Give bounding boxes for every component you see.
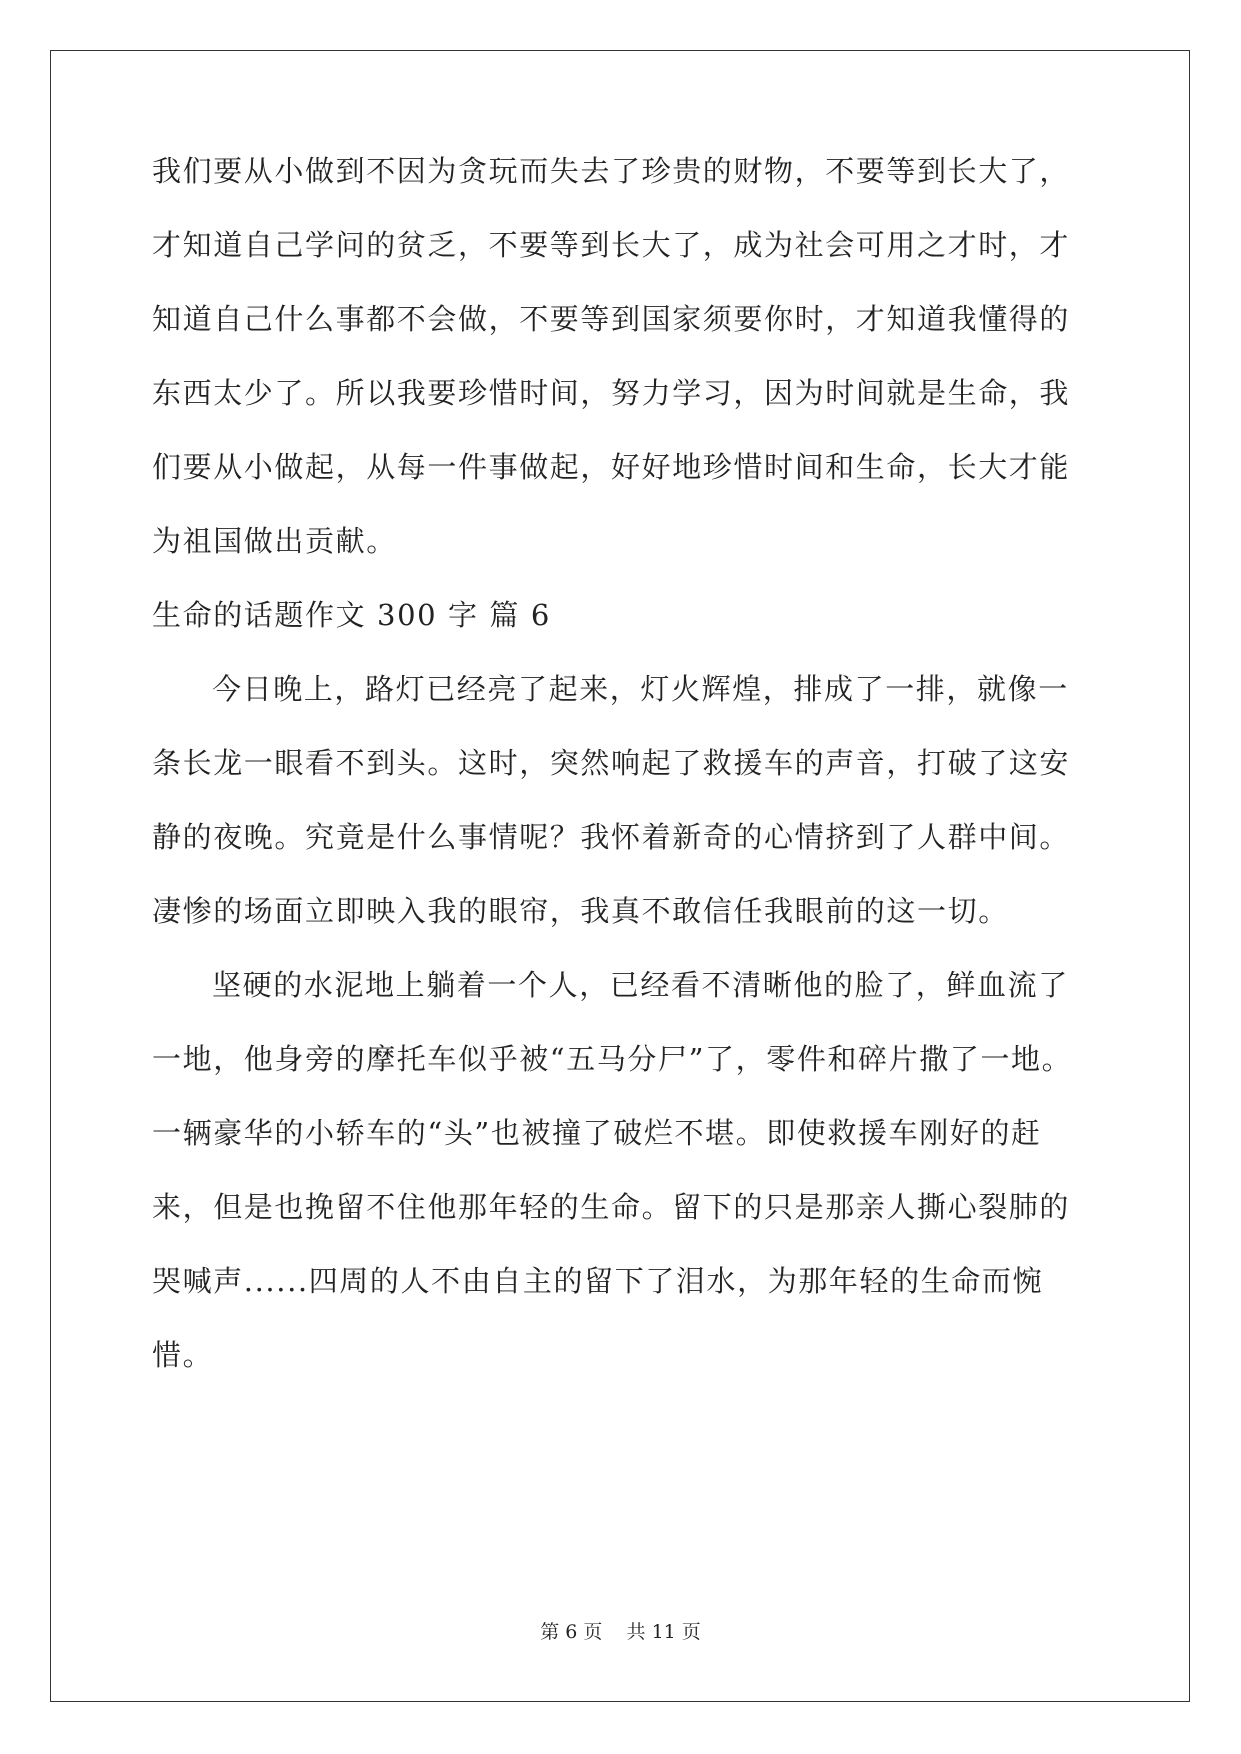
section-title: 生命的话题作文 300 字 篇 6 bbox=[152, 598, 551, 632]
text-line: 条长龙一眼看不到头。这时，突然响起了救援车的声音，打破了这安 bbox=[152, 746, 1071, 780]
page-border bbox=[50, 50, 1190, 1702]
text-line: 们要从小做起，从每一件事做起，好好地珍惜时间和生命，长大才能 bbox=[152, 450, 1071, 484]
text-line: 才知道自己学问的贫乏，不要等到长大了，成为社会可用之才时，才 bbox=[152, 228, 1071, 262]
text-line: 东西太少了。所以我要珍惜时间，努力学习，因为时间就是生命，我 bbox=[152, 376, 1071, 410]
text-line: 来，但是也挽留不住他那年轻的生命。留下的只是那亲人撕心裂肺的 bbox=[152, 1190, 1071, 1224]
page-number-footer: 第 6 页 共 11 页 bbox=[540, 1621, 701, 1643]
paragraph-first-line: 坚硬的水泥地上躺着一个人，已经看不清晰他的脸了，鲜血流了 bbox=[212, 968, 1069, 1002]
text-line: 我们要从小做到不因为贪玩而失去了珍贵的财物，不要等到长大了， bbox=[152, 154, 1071, 188]
text-line: 一辆豪华的小轿车的“头”也被撞了破烂不堪。即使救援车刚好的赶 bbox=[152, 1116, 1042, 1150]
text-line: 一地，他身旁的摩托车似乎被“五马分尸”了，零件和碎片撒了一地。 bbox=[152, 1042, 1073, 1076]
paragraph-first-line: 今日晚上，路灯已经亮了起来，灯火辉煌，排成了一排，就像一 bbox=[212, 672, 1069, 706]
text-line: 惜。 bbox=[152, 1338, 214, 1372]
text-line: 凄惨的场面立即映入我的眼帘，我真不敢信任我眼前的这一切。 bbox=[152, 894, 1009, 928]
text-line: 静的夜晚。究竟是什么事情呢？我怀着新奇的心情挤到了人群中间。 bbox=[152, 820, 1071, 854]
text-line: 知道自己什么事都不会做，不要等到国家须要你时，才知道我懂得的 bbox=[152, 302, 1071, 336]
text-line: 哭喊声......四周的人不由自主的留下了泪水，为那年轻的生命而惋 bbox=[152, 1264, 1044, 1298]
text-line: 为祖国做出贡献。 bbox=[152, 524, 397, 558]
